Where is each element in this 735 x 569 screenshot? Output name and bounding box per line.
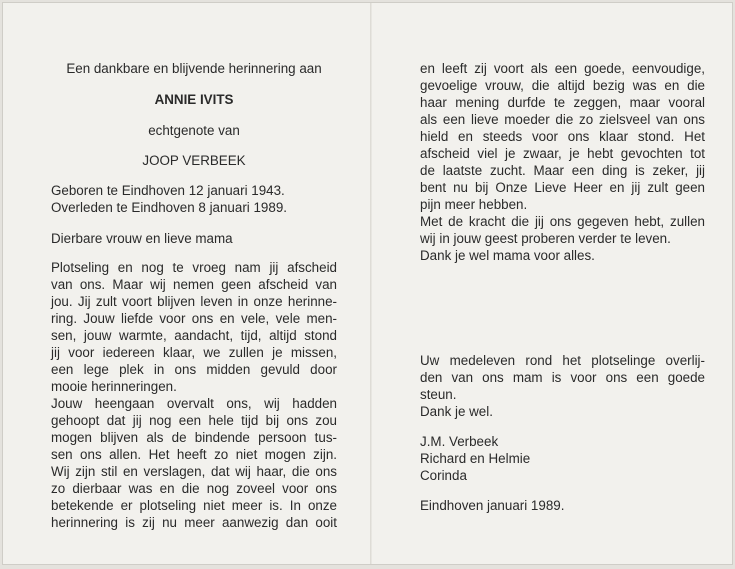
spouse-name: JOOP VERBEEK (142, 153, 246, 168)
body-line: jou. Jij zult voort blijven leven in onze herinne- (51, 294, 337, 309)
body-line: hield en steeds voor ons klaar stond. Het (420, 129, 705, 144)
body-line: Plotseling en nog te vroeg nam jij afscheid (51, 260, 337, 275)
salutation: Dierbare vrouw en lieve mama (51, 231, 233, 246)
body-line: gevoelige vrouw, die altijd bezig was en die (420, 78, 705, 93)
intro-text: Een dankbare en blijvende herinnering aan (66, 61, 322, 76)
body-line: gehoopt dat jij nog een hele tijd bij ons zou (51, 413, 337, 428)
body-line: pijn meer hebben. (420, 197, 528, 212)
birth-line: Geboren te Eindhoven 12 januari 1943. (51, 183, 285, 198)
body-line: betekende er plotseling niet meer is. In onze (51, 498, 337, 513)
body-line: een lege plek in ons midden gevuld door (51, 362, 337, 377)
deceased-name: ANNIE IVITS (154, 92, 234, 107)
body-line: mooie herinneringen. (51, 379, 177, 394)
body-line: als een lieve moeder die zo zielsveel van ons (420, 112, 705, 127)
body-line: Dank je wel mama voor alles. (420, 248, 595, 263)
body-line: ring. Jouw liefde voor ons en vele, vele men- (51, 311, 337, 326)
body-line: en leeft zij voort als een goede, eenvoudige, (420, 61, 705, 76)
body-line: sen ons allen. Het heeft zo niet mogen zijn. (51, 447, 337, 462)
thanks-line: Uw medeleven rond het plotselinge overlij- (420, 353, 705, 368)
death-line: Overleden te Eindhoven 8 januari 1989. (51, 200, 287, 215)
body-line: Wij zijn stil en verslagen, dat wij haar, die ons (51, 464, 337, 479)
body-line: mogen blijven als de bindende persoon tus- (51, 430, 337, 445)
body-line: bent nu bij Onze Lieve Heer en jij zult geen (420, 180, 705, 195)
body-line: wij in jouw geest proberen verder te leven. (420, 231, 671, 246)
body-line: sen, jouw warmte, aandacht, tijd, altijd stond (51, 328, 337, 343)
body-line: haar mening durfde te zeggen, maar vooral (420, 95, 705, 110)
signatory: Richard en Helmie (420, 451, 531, 466)
body-line: Met de kracht die jij ons gegeven hebt, zullen (420, 214, 705, 229)
body-line: jij voor iedereen klaar, we zullen je missen, (51, 345, 337, 360)
body-line: herinnering is zij nu meer aanwezig dan ooit (51, 515, 337, 530)
signatory: J.M. Verbeek (420, 434, 499, 449)
relation-text: echtgenote van (148, 123, 240, 138)
thanks-line: Dank je wel. (420, 404, 493, 419)
body-line: de laatste zucht. Maar een ding is zeker, jij (420, 163, 705, 178)
place-date: Eindhoven januari 1989. (420, 498, 565, 513)
card-fold (370, 3, 372, 564)
body-line: zo dierbaar was en die nog zoveel voor ons (51, 481, 337, 496)
body-line: afscheid viel je zwaar, je hebt gevochten tot (420, 146, 705, 161)
body-line: van ons. Maar wij nemen geen afscheid van (51, 277, 337, 292)
thanks-line: steun. (420, 387, 457, 402)
body-line: Jouw heengaan overvalt ons, wij hadden (51, 396, 337, 411)
thanks-line: den van ons mam is voor ons een goede (420, 370, 705, 385)
signatory: Corinda (420, 468, 467, 483)
memorial-card (2, 2, 733, 565)
